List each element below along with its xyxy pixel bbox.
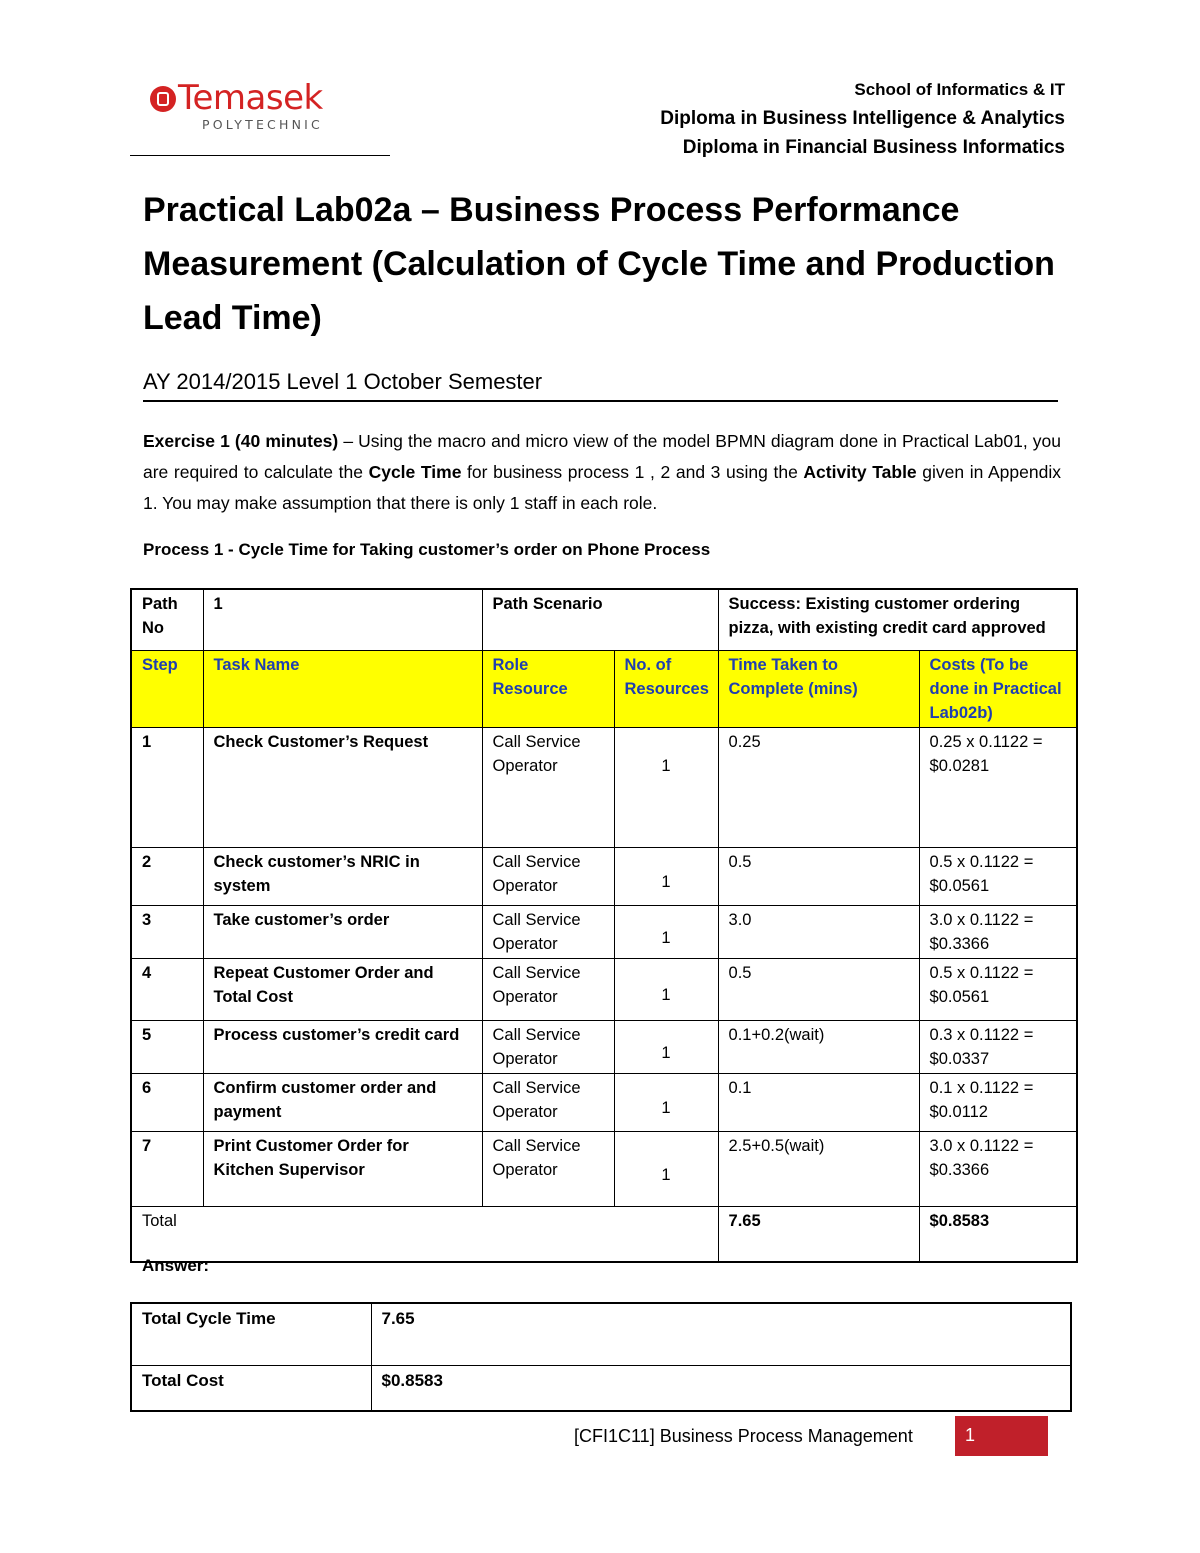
answer-label: Answer:: [142, 1256, 210, 1275]
exercise-text-2: for business process 1 , 2 and 3 using the: [461, 462, 804, 482]
cell-cost: 0.5 x 0.1122 = $0.0561: [919, 847, 1077, 905]
exercise-text-1: – Using the macro and micro view of the model BPMN diagram done in Practical Lab01, you are required to calculate the: [143, 431, 1062, 482]
header-costs: Costs (To be done in Practical Lab02b): [919, 650, 1077, 727]
exercise-instructions: [143, 426, 1061, 519]
header-divider: [130, 155, 390, 156]
path-scenario-label: Path Scenario: [482, 589, 718, 650]
cell-time: 0.5: [718, 847, 919, 905]
cell-task: Repeat Customer Order and Total Cost: [203, 958, 482, 1020]
path-no-label: Path No: [131, 589, 203, 650]
cell-num: 1: [614, 727, 718, 847]
academic-year: AY 2014/2015 Level 1 October Semester: [143, 369, 543, 394]
cell-cost: 3.0 x 0.1122 = $0.3366: [919, 905, 1077, 958]
table-row: [131, 1073, 1077, 1131]
cell-cost: 0.5 x 0.1122 = $0.0561: [919, 958, 1077, 1020]
cell-task: Process customer’s credit card: [203, 1020, 482, 1073]
total-cost: $0.8583: [919, 1206, 1077, 1262]
cell-step: 2: [131, 847, 203, 905]
cell-cost: 0.3 x 0.1122 = $0.0337: [919, 1020, 1077, 1073]
table-row: [131, 727, 1077, 847]
cell-time: 0.25: [718, 727, 919, 847]
header-step: Step: [131, 650, 203, 727]
school-name: School of Informatics & IT: [854, 80, 1065, 99]
cell-role: Call Service Operator: [482, 1131, 614, 1206]
header-time-taken: Time Taken to Complete (mins): [718, 650, 919, 727]
logo-subtitle: POLYTECHNIC: [202, 117, 323, 132]
total-time: 7.65: [718, 1206, 919, 1262]
cell-num: 1: [614, 958, 718, 1020]
table-row: [131, 1020, 1077, 1073]
cell-role: Call Service Operator: [482, 1020, 614, 1073]
cell-time: 2.5+0.5(wait): [718, 1131, 919, 1206]
logo-name: Temasek: [178, 78, 323, 118]
activity-table: [130, 588, 1078, 1263]
cell-role: Call Service Operator: [482, 1073, 614, 1131]
exercise-text-3: given in Appendix 1. You may make assumption that there is only 1 staff in each role.: [143, 462, 1061, 513]
total-row: [131, 1206, 1077, 1262]
cell-task: Check Customer’s Request: [203, 727, 482, 847]
answer-row: [131, 1303, 1071, 1365]
cell-time: 0.5: [718, 958, 919, 1020]
title-divider: [143, 400, 1058, 402]
diploma-line-1: Diploma in Business Intelligence & Analytics: [660, 108, 1065, 129]
cell-cost: 3.0 x 0.1122 = $0.3366: [919, 1131, 1077, 1206]
cell-task: Print Customer Order for Kitchen Supervisor: [203, 1131, 482, 1206]
path-row: [131, 589, 1077, 650]
cell-task: Take customer’s order: [203, 905, 482, 958]
cell-num: 1: [614, 847, 718, 905]
cell-step: 5: [131, 1020, 203, 1073]
cell-num: 1: [614, 1073, 718, 1131]
exercise-term-activity-table: Activity Table: [803, 462, 917, 482]
cell-role: Call Service Operator: [482, 905, 614, 958]
cell-num: 1: [614, 1020, 718, 1073]
exercise-label: Exercise 1 (40 minutes): [143, 431, 339, 451]
exercise-term-cycle-time: Cycle Time: [368, 462, 462, 482]
cell-num: 1: [614, 905, 718, 958]
cell-cost: 0.25 x 0.1122 = $0.0281: [919, 727, 1077, 847]
cell-cost: 0.1 x 0.1122 = $0.0112: [919, 1073, 1077, 1131]
total-label: Total: [131, 1206, 718, 1262]
table-row: [131, 847, 1077, 905]
cell-task: Confirm customer order and payment: [203, 1073, 482, 1131]
cell-role: Call Service Operator: [482, 727, 614, 847]
cell-task: Check customer’s NRIC in system: [203, 847, 482, 905]
school-info: [660, 75, 1065, 162]
table-row: [131, 958, 1077, 1020]
process-subheading: Process 1 - Cycle Time for Taking customer’s order on Phone Process: [143, 540, 711, 559]
temasek-emblem-icon: [150, 86, 176, 112]
total-cycle-time-value: 7.65: [371, 1303, 1071, 1365]
temasek-logo: [150, 78, 340, 132]
cell-step: 7: [131, 1131, 203, 1206]
total-cost-value: $0.8583: [371, 1365, 1071, 1411]
total-cycle-time-label: Total Cycle Time: [131, 1303, 371, 1365]
header-no-of-resources: No. of Resources: [614, 650, 718, 727]
answer-table: [130, 1302, 1072, 1412]
cell-role: Call Service Operator: [482, 958, 614, 1020]
cell-num: 1: [614, 1131, 718, 1206]
table-header-row: [131, 650, 1077, 727]
footer-course: [CFI1C11] Business Process Management: [574, 1426, 913, 1446]
page-number: 1: [965, 1425, 976, 1445]
answer-row: [131, 1365, 1071, 1411]
cell-time: 0.1+0.2(wait): [718, 1020, 919, 1073]
header-task-name: Task Name: [203, 650, 482, 727]
header-role-resource: Role Resource: [482, 650, 614, 727]
cell-step: 1: [131, 727, 203, 847]
diploma-line-2: Diploma in Financial Business Informatics: [682, 137, 1065, 158]
cell-time: 3.0: [718, 905, 919, 958]
page-title: Practical Lab02a – Business Process Performance Measurement (Calculation of Cycle Time and Production Lead Time): [143, 191, 1055, 337]
path-no-value: 1: [203, 589, 482, 650]
page-number-box: [955, 1416, 1048, 1456]
path-scenario-value: Success: Existing customer ordering pizza, with existing credit card approved: [718, 589, 1077, 650]
cell-step: 6: [131, 1073, 203, 1131]
cell-step: 3: [131, 905, 203, 958]
table-row: [131, 905, 1077, 958]
total-cost-label: Total Cost: [131, 1365, 371, 1411]
cell-step: 4: [131, 958, 203, 1020]
table-row: [131, 1131, 1077, 1206]
cell-role: Call Service Operator: [482, 847, 614, 905]
cell-time: 0.1: [718, 1073, 919, 1131]
